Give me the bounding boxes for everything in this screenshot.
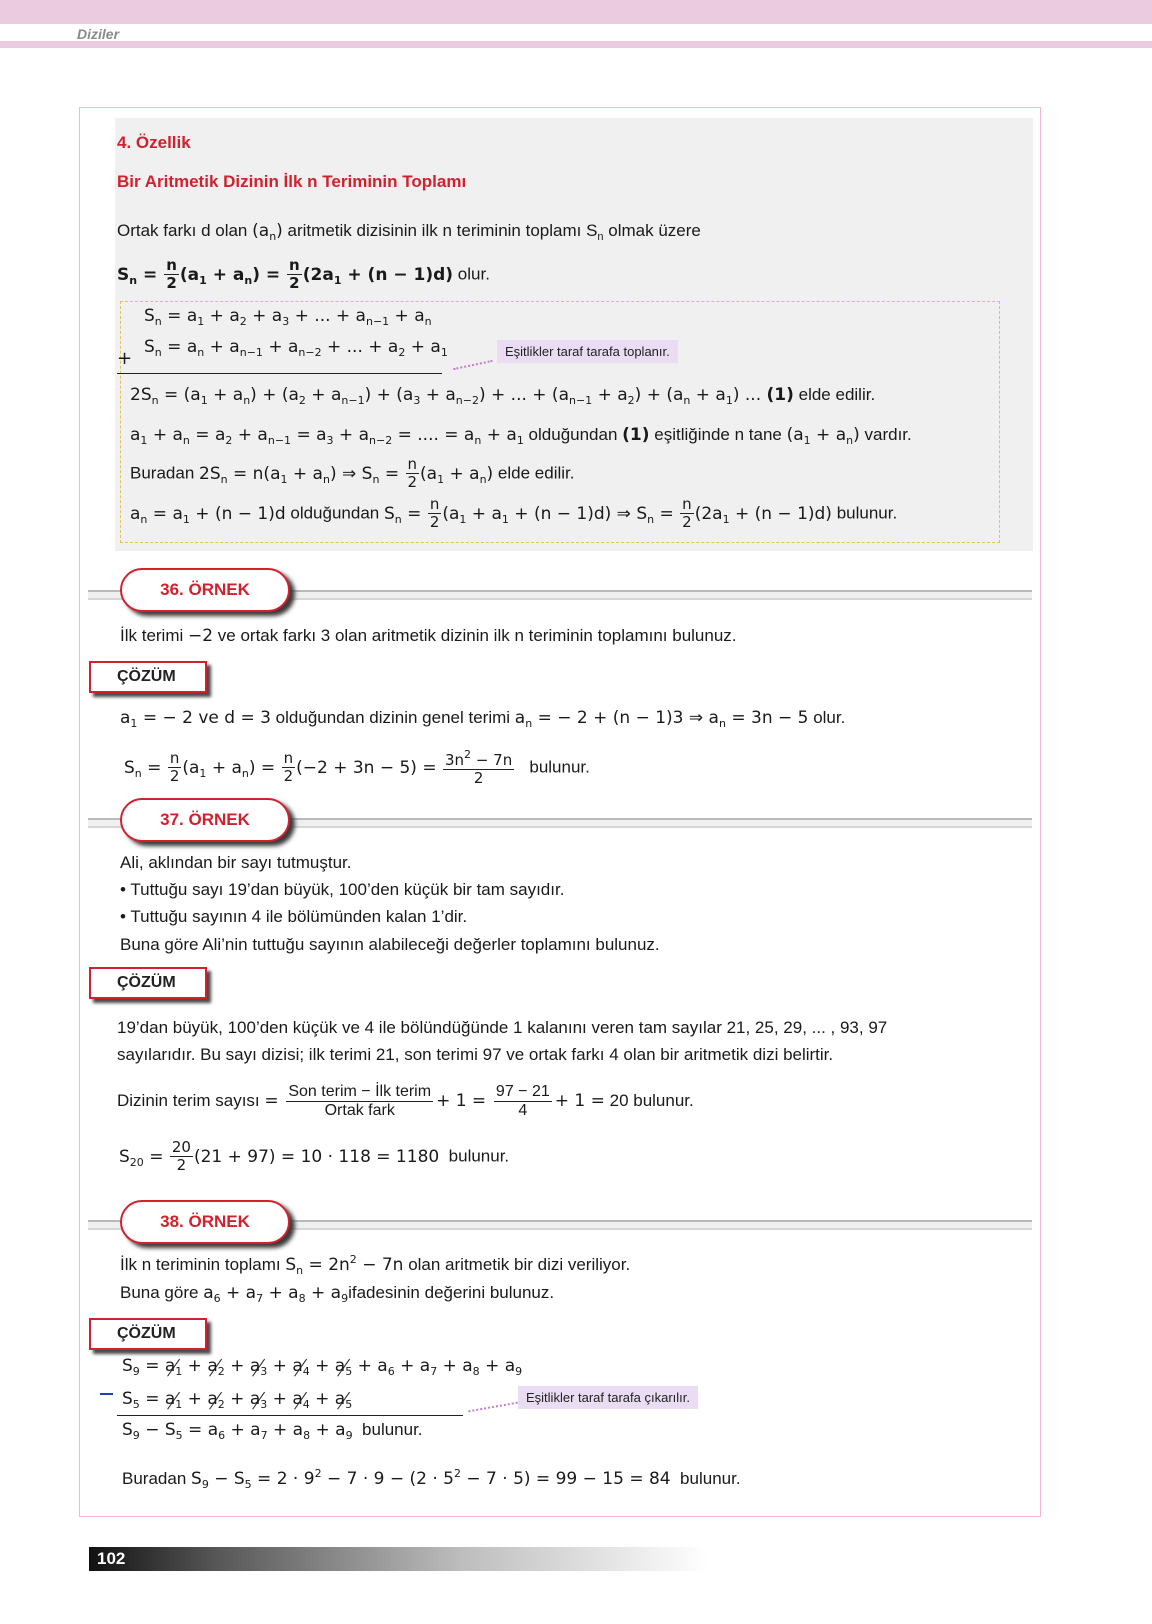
example-37-question-1: Ali, aklından bir sayı tutmuştur. (120, 853, 352, 872)
example-37-solution-label: ÇÖZÜM (89, 967, 207, 999)
property-subtitle: Bir Aritmetik Dizinin İlk n Teriminin Toplamı (117, 172, 467, 191)
property-formula: $S_n$ = $\frac{n}{2}$ $(a_1 + a_n)$ = $\frac{n}{2}$ $(2a_1 + (n - 1)d)$ olur. (117, 256, 490, 292)
difference-rule (117, 1415, 463, 1416)
example-37-solution-2: sayılarıdır. Bu sayı dizisi; ilk terimi 21, son terimi 97 ve ortak farkı 4 olan bir aritmetik dizi belirtir. (117, 1045, 834, 1064)
example-38-s5: $S_5 = a_1 + a_2 + a_3 + a_4 + a_5$ (122, 1389, 353, 1411)
example-37-sum: $S_{20}$ = $\frac{20}{2}$ (21 + 97) = 10 · 118 = 1180 bulunur. (119, 1138, 510, 1174)
property-title: 4. Özellik (117, 133, 191, 152)
plus-sign: + (117, 348, 133, 369)
header-top-bar (0, 0, 1152, 24)
example-38-solution-label: ÇÖZÜM (89, 1318, 207, 1350)
example-37-label: 37. ÖRNEK (120, 798, 290, 842)
example-38-question-2: Buna göre $a_6 + a_7 + a_8$ + $a_9ifadesinin$ değerini bulunuz. (120, 1283, 555, 1305)
example-38-final: Buradan $S_9 - S_5 = 2 \cdot 9^2 - 7 \cdot 9 - (2 \cdot 5^2 - 7 \cdot 5) = 99 - 15 = 84$ bulunur. (122, 1467, 741, 1491)
proof-buradan: Buradan $2S_n = n(a_1 + a_n)$ ⇒ $S_n$ = $\frac{n}{2}$ $(a_1 + a_n)$ elde edilir. (130, 455, 575, 491)
page-number: 102 (97, 1549, 126, 1568)
proof-equal-pairs: $a_1 + a_n = a_2 + a_{n-1} = a_3 + a_{n-2}$ = .... = $a_n + a_1$ olduğundan (1) eşitliğinde n tane $(a_1 + a_n)$ vardır. (130, 425, 912, 447)
example-36-solution-label: ÇÖZÜM (89, 661, 207, 693)
sum-rule (117, 373, 442, 374)
example-37-question-3: • Tuttuğu sayının 4 ile bölümünden kalan 1’dir. (120, 907, 468, 926)
note-add: Eşitlikler taraf tarafa toplanır. (497, 340, 678, 363)
example-38-s9: $S_9 = a_1 + a_2 + a_3 + a_4 + a_5 + a_6 + a_7 + a_8 + a_9$ (122, 1356, 523, 1378)
proof-2sn: $2S_n = (a_1 + a_n) + (a_2 + a_{n-1}) + (a_3 + a_{n-2})$ + ... + $(a_{n-1} + a_2) + (a_n + a_1)$ ... (1) elde edilir. (130, 385, 876, 407)
proof-sum-2: $S_n = a_n + a_{n-1} + a_{n-2}$ + ... + $a_2 + a_1$ (144, 337, 448, 359)
example-38-difference: $S_9 - S_5 = a_6 + a_7 + a_8 + a_9$ bulunur. (122, 1420, 423, 1442)
footer-bar (89, 1547, 709, 1571)
example-38-label: 38. ÖRNEK (120, 1200, 290, 1244)
proof-final: $a_n = a_1 + (n - 1)d$ olduğundan $S_n$ = $\frac{n}{2}$ $(a_1 + a_1 + (n - 1)d)$ ⇒ $S_n$ = $\frac{n}{2}$ $(2a_1 + (n - 1)d)$ bulunur. (130, 495, 898, 531)
proof-sum-1: $S_n = a_1 + a_2 + a_3$ + ... + $a_{n-1} + a_n$ (144, 306, 432, 328)
example-37-term-count: Dizinin terim sayısı = $\frac{\text{Son terim − İlk terim}}{\text{Ortak fark}}$ + 1 = $\frac{97 - 21}{4}$ + 1 = 20 bulunur. (117, 1083, 694, 1119)
chapter-title: Diziler (77, 26, 120, 42)
property-intro: Ortak farkı d olan $(a_n)$ aritmetik dizisinin ilk n teriminin toplamı $S_n$ olmak üzere (117, 221, 701, 243)
example-36-solution-1: $a_1$ = − 2 ve d = 3 olduğundan dizinin genel terimi $a_n$ = − 2 + (n − 1)3 ⇒ $a_n = 3n - 5$ olur. (120, 708, 846, 730)
example-37-question-2: • Tuttuğu sayı 19’dan büyük, 100’den küçük bir tam sayıdır. (120, 880, 565, 899)
header-divider (0, 41, 1152, 48)
note-subtract: Eşitlikler taraf tarafa çıkarılır. (518, 1386, 698, 1409)
minus-sign (100, 1393, 113, 1395)
example-36-solution-2: $S_n$ = $\frac{n}{2}$ $(a_1 + a_n)$ = $\frac{n}{2}$ (−2 + 3n − 5) = $\frac{3n^2 - 7n}{2}$ bulunur. (124, 748, 590, 787)
example-38-question-1: İlk n teriminin toplamı $S_n = 2n^2 - 7n$ olan aritmetik bir dizi veriliyor. (120, 1253, 631, 1277)
example-36-label: 36. ÖRNEK (120, 568, 290, 612)
example-37-question-4: Buna göre Ali’nin tuttuğu sayının alabileceği değerler toplamını bulunuz. (120, 935, 660, 954)
example-36-question: İlk terimi −2 ve ortak farkı 3 olan aritmetik dizinin ilk n teriminin toplamını bulunuz. (120, 626, 737, 646)
example-37-solution-1: 19’dan büyük, 100’den küçük ve 4 ile bölündüğünde 1 kalanını veren tam sayılar 21, 25, 29, ... , 93, 97 (117, 1018, 888, 1037)
